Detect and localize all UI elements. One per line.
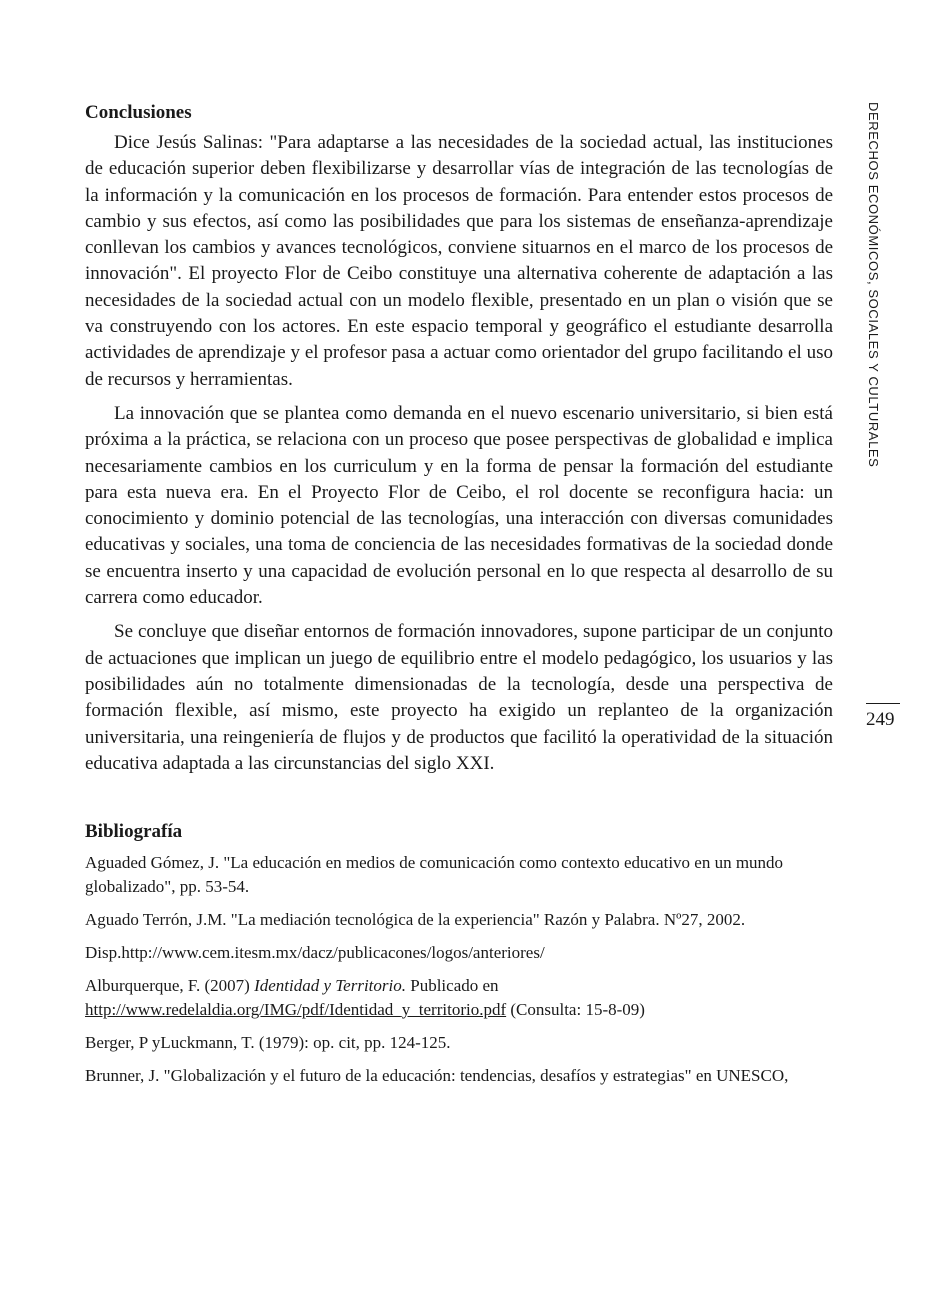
page-body xyxy=(85,100,833,1097)
conclusiones-paragraph-3: Se concluye que diseñar entornos de formación innovadores, supone participar de un conjunto de actuaciones que implican un juego de equilibrio entre el modelo pedagógico, los usuarios y las posibilidades aún no totalmente dimensionadas de la tecnología, desde una perspectiva de formación flexible, así mismo, este proyecto ha exigido un replanteo de la organización universitaria, una reingeniería de flujos y de productos que facilitó la operatividad de la situación educativa adaptada a las circunstancias del siglo XXI. xyxy=(85,621,833,774)
running-head-text: DERECHOS ECONÓMICOS, SOCIALES Y CULTURALES xyxy=(866,102,881,468)
running-head-sidebar xyxy=(866,102,890,468)
bib-entry-aguaded: Aguaded Gómez, J. "La educación en medios de comunicación como contexto educativo en un mundo globalizado", pp. 53-54. xyxy=(85,853,784,897)
conclusiones-paragraph-1: Dice Jesús Salinas: "Para adaptarse a las necesidades de la sociedad actual, las instituciones de educación superior deben flexibilizarse y desarrollar vías de integración de las tecnologías de la información y la comunicación en los procesos de formación. Para entender estos procesos de cambio y sus efectos, así como las posibilidades que para los sistemas de enseñanza-aprendizaje conllevan los cambios y avances tecnológicos, conviene situarnos en el marco de los procesos de innovación". El proyecto Flor de Ceibo constituye una alternativa coherente de adaptación a las necesidades de la sociedad actual con un modelo flexible, presentado en un plan o visión que se va construyendo con los actores. En este espacio temporal y geográfico el estudiante desarrolla actividades de aprendizaje y el profesor pasa a actuar como orientador del grupo facilitando el uso de recursos y herramientas. xyxy=(85,132,833,390)
page-number: 249 xyxy=(866,709,895,730)
bib-entry-berger: Berger, P yLuckmann, T. (1979): op. cit, pp. 124-125. xyxy=(85,1033,451,1053)
bib-entry-alburquerque-mid: Publicado en xyxy=(406,976,499,996)
bib-entry-disp-url: Disp.http://www.cem.itesm.mx/dacz/publicacones/logos/anteriores/ xyxy=(85,943,545,963)
bib-entry-alburquerque-title: Identidad y Territorio. xyxy=(254,976,406,996)
page-number-rule xyxy=(866,703,900,704)
bib-entry-alburquerque xyxy=(85,974,833,1022)
bib-entry-alburquerque-link[interactable]: http://www.redelaldia.org/IMG/pdf/Identidad_y_territorio.pdf xyxy=(85,1000,507,1020)
bibliografia-heading: Bibliografía xyxy=(85,821,183,843)
bib-entry-alburquerque-consulta: (Consulta: 15-8-09) xyxy=(506,1000,645,1020)
conclusiones-paragraph-2: La innovación que se plantea como demanda en el nuevo escenario universitario, si bien está próxima a la práctica, se relaciona con un proceso que posee perspectivas de globalidad e implica necesariamente cambios en los curriculum y en la forma de pensar la formación del estudiante para esta nueva era. En el Proyecto Flor de Ceibo, el rol docente se reconfigura hacia: un conocimiento y dominio potencial de las tecnologías, una interacción con diversas comunidades educativas y sociales, una toma de conciencia de las necesidades formativas de la sociedad donde se encuentra inserto y una capacidad de evolución personal en lo que respecta al desarrollo de su carrera como educador. xyxy=(85,402,833,609)
bib-entry-alburquerque-author: Alburquerque, F. (2007) xyxy=(85,976,255,996)
bib-entry-aguado: Aguado Terrón, J.M. "La mediación tecnológica de la experiencia" Razón y Palabra. Nº27, 2002. xyxy=(85,910,746,930)
conclusiones-heading: Conclusiones xyxy=(85,102,192,123)
bib-entry-brunner: Brunner, J. "Globalización y el futuro de la educación: tendencias, desafíos y estrategias" en UNESCO, xyxy=(85,1066,789,1086)
